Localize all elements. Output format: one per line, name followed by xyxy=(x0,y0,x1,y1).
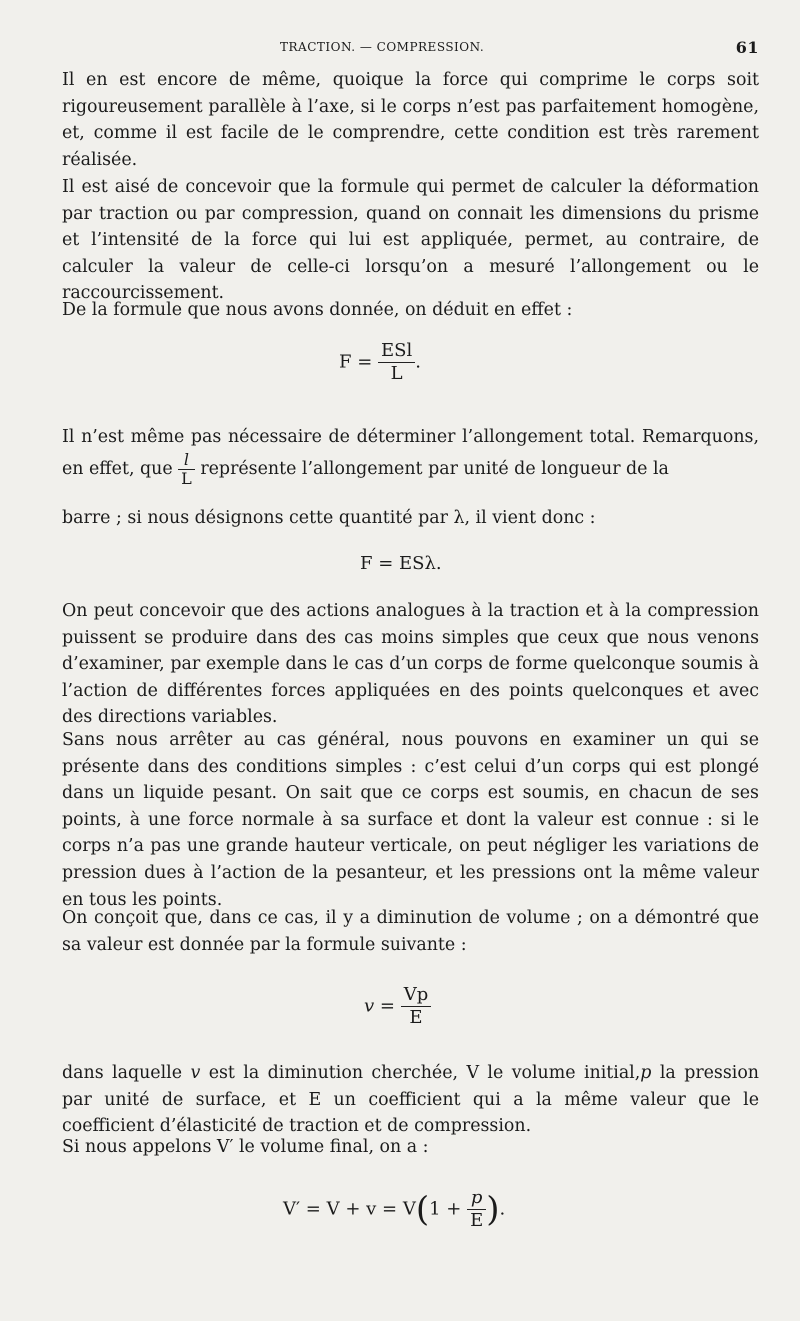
paragraph-volume-decrease: On conçoit que, dans ce cas, il y a diminution de volume ; on a démontré que sa valeur est donnée par la formule suivante : xyxy=(62,908,759,955)
paragraph-final-volume: Si nous appelons V′ le volume final, on a : xyxy=(62,1137,429,1157)
formula-volume-denominator: E xyxy=(409,1007,423,1028)
paragraph-lambda: barre ; si nous désignons cette quantité par λ, il vient donc : xyxy=(62,508,596,528)
symbol-p: p xyxy=(640,1063,652,1083)
formula-force-tail: . xyxy=(415,351,421,373)
formula-final-denominator: E xyxy=(470,1210,484,1231)
paragraph-definitions xyxy=(62,1060,759,1140)
running-header xyxy=(62,36,759,58)
paragraph-definitions-part3: la pression par unité de surface, et E un coefficient qui a la même valeur que le coefficient d’élasticité de traction et de compression. xyxy=(62,1063,760,1137)
formula-final-fraction xyxy=(467,1187,486,1232)
paragraph-formula-inverse: Il est aisé de concevoir que la formule qui permet de calculer la déformation par traction ou par compression, quand on connait les dimensions du prisme et l’intensité de la force qui lui est appliquée, permet, au contraire, de calculer la valeur de celle-ci lorsqu’on a mesuré l’allongement ou le raccourcissement. xyxy=(62,177,759,304)
inline-fraction-denominator: L xyxy=(181,468,192,488)
paragraph-definitions-part1: dans laquelle xyxy=(62,1063,183,1083)
formula-volume-change xyxy=(364,984,431,1029)
formula-force-lhs: F = xyxy=(339,351,373,373)
paragraph-deduction: De la formule que nous avons donnée, on déduit en effet : xyxy=(62,300,573,320)
formula-final-numerator: p xyxy=(467,1187,486,1210)
formula-final-volume xyxy=(283,1187,505,1232)
symbol-v: v xyxy=(190,1063,201,1083)
formula-force-denominator: L xyxy=(390,363,403,384)
formula-force-numerator: ESl xyxy=(378,340,415,363)
paragraph-elongation-part2: représente l’allongement par unité de longueur de la xyxy=(200,458,669,479)
formula-force xyxy=(339,340,421,385)
paragraph-immersed-body: Sans nous arrêter au cas général, nous pouvons en examiner un qui se présente dans des conditions simples : c’est celui d’un corps qui est plongé dans un liquide pesant. On sait que ce corps est soumis, en chacun de ses points, à une force normale à sa surface et dont la valeur est connue : si le corps n’a pas une grande hauteur verticale, on peut négliger les variations de pression dues à l’action de la pesanteur, et les pressions ont la même valeur en tous les points. xyxy=(62,730,759,910)
paragraph-homogeneity: Il en est encore de même, quoique la force qui comprime le corps soit rigoureusement parallèle à l’axe, si le corps n’est pas parfaitement homogène, et, comme il est facile de le comprendre, cette condition est très rarement réalisée. xyxy=(62,70,759,170)
inline-fraction-numerator: l xyxy=(178,451,195,470)
formula-final-close-paren: ) xyxy=(486,1189,500,1230)
formula-force-lambda: F = ESλ. xyxy=(360,553,442,574)
formula-final-tail: . xyxy=(499,1198,506,1220)
header-title: TRACTION. — COMPRESSION. xyxy=(280,40,485,54)
formula-final-one-plus: 1 + xyxy=(429,1198,462,1220)
formula-volume-lhs: v = xyxy=(364,995,395,1017)
paragraph-definitions-part2: est la diminution cherchée, V le volume initial, xyxy=(208,1063,641,1083)
paragraph-analogous-actions: On peut concevoir que des actions analogues à la traction et à la compression puissent se produire dans des cas moins simples que ceux que nous venons d’examiner, par exemple dans le cas d’un corps de forme quelconque soumis à l’action de différentes forces appliquées en des points quelconques et avec des directions variables. xyxy=(62,601,759,728)
paragraph-elongation xyxy=(62,424,759,488)
formula-volume-fraction xyxy=(401,984,432,1029)
paragraph-elongation-part1: Il n’est même pas nécessaire de déterminer l’allongement total. Remarquons, en effet, que xyxy=(62,427,759,479)
formula-force-fraction xyxy=(378,340,415,385)
formula-volume-numerator: Vp xyxy=(401,984,432,1007)
page-number: 61 xyxy=(735,38,759,57)
formula-final-lhs: V′ = V + v = V xyxy=(283,1198,416,1220)
formula-final-open-paren: ( xyxy=(415,1189,430,1230)
inline-fraction-l-over-L xyxy=(178,451,195,488)
